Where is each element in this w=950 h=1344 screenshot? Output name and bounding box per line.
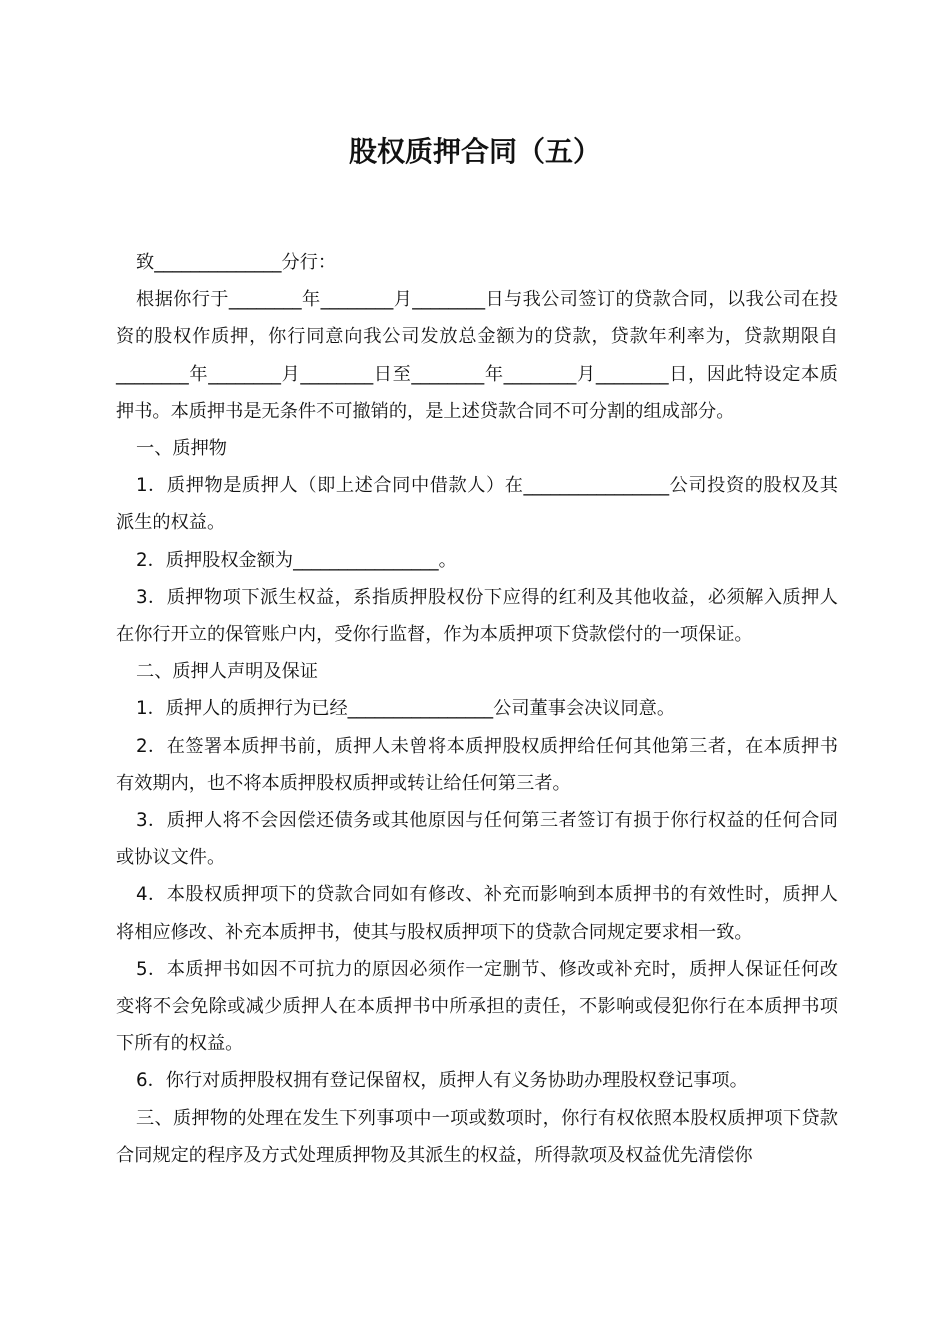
document-title: 股权质押合同（五）	[348, 135, 601, 168]
clause-1-2: 2．质押股权金额为________________。	[136, 549, 457, 571]
clause-2-6: 6．你行对质押股权拥有登记保留权，质押人有义务协助办理股权登记事项。	[136, 1070, 748, 1092]
clause-2-3: 3．质押人将不会因偿还债务或其他原因与任何第三者签订有损于你行权益的任何合同或协议文件。	[116, 810, 838, 869]
clause-2-4: 4．本股权质押项下的贷款合同如有修改、补充而影响到本质押书的有效性时，质押人将相应修改、补充本质押书，使其与股权质押项下的贷款合同规定要求相一致。	[116, 884, 838, 943]
section-heading-pledgor-statements: 二、质押人声明及保证	[136, 661, 318, 683]
salutation: 致______________分行：	[136, 252, 337, 273]
document-body	[116, 244, 838, 1174]
clause-2-5: 5．本质押书如因不可抗力的原因必须作一定删节、修改或补充时，质押人保证任何改变将不会免除或减少质押人在本质押书中所承担的责任，不影响或侵犯你行在本质押书项下所有的权益。	[116, 958, 838, 1055]
clause-2-1: 1．质押人的质押行为已经________________公司董事会决议同意。	[136, 698, 676, 720]
clause-2-2: 2．在签署本质押书前，质押人未曾将本质押股权质押给任何其他第三者，在本质押书有效期内，也不将本质押股权质押或转让给任何第三者。	[116, 735, 838, 794]
clause-1-1: 1．质押物是质押人（即上述合同中借款人）在________________公司投资的股权及其派生的权益。	[116, 475, 838, 534]
section-heading-pledged-property: 一、质押物	[136, 438, 227, 460]
clause-1-3: 3．质押物项下派生权益，系指质押股权份下应得的红利及其他收益，必须解入质押人在你行开立的保管账户内，受你行监督，作为本质押项下贷款偿付的一项保证。	[116, 586, 838, 646]
intro-paragraph: 根据你行于________年________月________日与我公司签订的贷款合同，以我公司在投资的股权作质押，你行同意向我公司发放总金额为的贷款，贷款年利率为，贷款期限自________年________月________日至________年________月________日，因此特设定本质押书。本质押书是无条件不可撤销的，是上述贷款合同不可分割的组成部分。	[116, 289, 838, 422]
section-heading-disposal: 三、质押物的处理在发生下列事项中一项或数项时，你行有权依照本股权质押项下贷款合同规定的程序及方式处理质押物及其派生的权益，所得款项及权益优先清偿你	[116, 1107, 838, 1166]
